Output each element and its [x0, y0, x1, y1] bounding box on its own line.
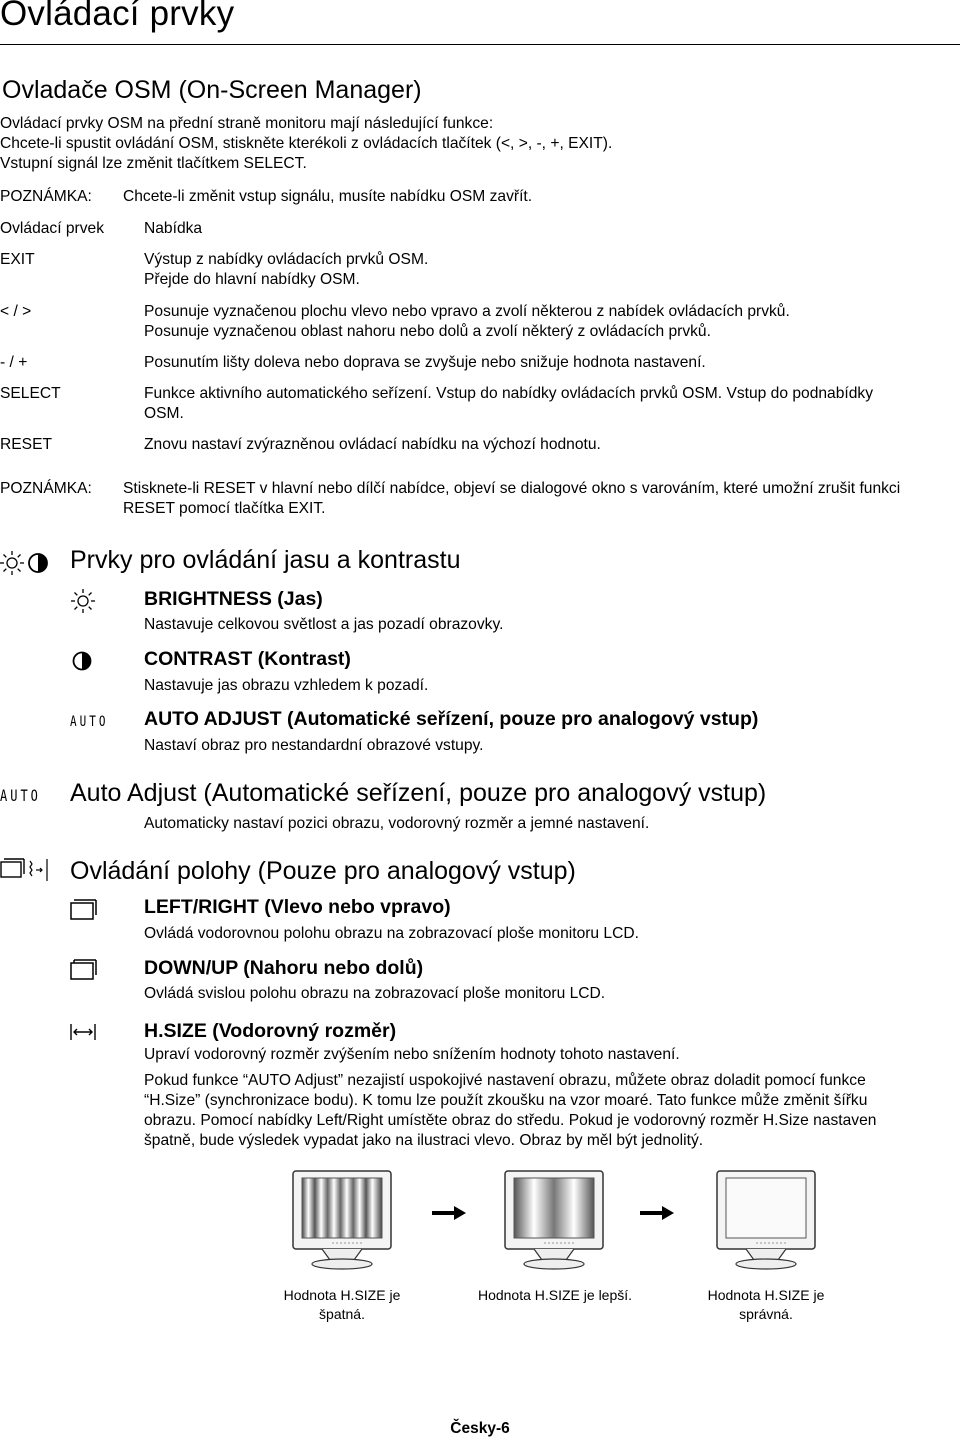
hsize-paragraph-line3: obrazu. Pomocí nabídky Left/Right umístěte obraz do středu. Pokud je vodorovný rozměr H.Size nastaven	[144, 1112, 877, 1129]
control-key-exit: EXIT	[0, 251, 35, 268]
control-key-arrows: < / >	[0, 303, 32, 320]
control-desc-select-2: OSM.	[144, 405, 184, 422]
column-header-menu: Nabídka	[144, 220, 203, 237]
monitor-illustration-better	[504, 1170, 604, 1270]
control-desc-select-1: Funkce aktivního automatického seřízení. Vstup do nabídky ovládacích prvků OSM. Vstup do podnabídky	[144, 385, 873, 402]
hsize-paragraph-line4: špatně, bude výsledek vypadat jako na ilustraci vlevo. Obraz by měl být jednolitý.	[144, 1132, 704, 1149]
control-desc-arrows-1: Posunuje vyznačenou plochu vlevo nebo vpravo a zvolí některou z nabídek ovládacích prvků.	[144, 303, 790, 320]
left-right-desc: Ovládá vodorovnou polohu obrazu na zobrazovací ploše monitoru LCD.	[144, 925, 639, 942]
hsize-icon	[70, 1022, 96, 1042]
hsize-paragraph-line1: Pokud funkce “AUTO Adjust” nezajistí uspokojivé nastavení obrazu, můžete obraz doladit pomocí funkce	[144, 1072, 866, 1089]
contrast-title: CONTRAST (Kontrast)	[144, 648, 351, 670]
contrast-icon	[29, 554, 47, 572]
brightness-contrast-heading: Prvky pro ovládání jasu a kontrastu	[70, 546, 461, 574]
sun-icon	[70, 588, 96, 614]
note1-text: Chcete-li změnit vstup signálu, musíte nabídku OSM zavřít.	[123, 188, 533, 205]
note2-line1: Stisknete-li RESET v hlavní nebo dílčí nabídce, objeví se dialogové okno s varováním, které umožní zrušit funkci	[123, 480, 901, 497]
caption-bad	[247, 1286, 437, 1324]
osm-intro-line2: Chcete-li spustit ovládání OSM, stiskněte kterékoli z ovládacích tlačítek (<, >, -, +, EXIT).	[0, 135, 613, 152]
note2-label: POZNÁMKA:	[0, 480, 92, 497]
page-footer: Česky-6	[450, 1420, 510, 1437]
brightness-title: BRIGHTNESS (Jas)	[144, 588, 323, 610]
control-key-select: SELECT	[0, 385, 61, 402]
left-right-icon	[70, 897, 98, 921]
auto-icon: AUTO	[70, 713, 109, 730]
brightness-contrast-heading-icons	[0, 548, 52, 578]
contrast-icon	[72, 651, 92, 671]
caption-correct-line1: Hodnota H.SIZE je	[707, 1287, 825, 1303]
auto-icon: AUTO	[0, 786, 41, 806]
hsize-title: H.SIZE (Vodorovný rozměr)	[144, 1020, 397, 1042]
arrow-right-icon	[640, 1205, 674, 1221]
control-desc-exit-2: Přejde do hlavní nabídky OSM.	[144, 271, 360, 288]
note2-line2: RESET pomocí tlačítka EXIT.	[123, 500, 326, 517]
contrast-desc: Nastavuje jas obrazu vzhledem k pozadí.	[144, 677, 429, 694]
control-desc-minus-plus: Posunutím lišty doleva nebo doprava se zvyšuje nebo snižuje hodnota nastavení.	[144, 354, 706, 371]
osm-heading: Ovladače OSM (On-Screen Manager)	[2, 76, 422, 104]
caption-bad-line2: špatná.	[319, 1306, 365, 1322]
column-header-control: Ovládací prvek	[0, 220, 105, 237]
control-key-reset: RESET	[0, 436, 52, 453]
down-up-title: DOWN/UP (Nahoru nebo dolů)	[144, 957, 424, 979]
position-heading-icons	[0, 856, 52, 884]
auto-section-heading: Auto Adjust (Automatické seřízení, pouze pro analogový vstup)	[70, 779, 767, 807]
control-desc-arrows-2: Posunuje vyznačenou oblast nahoru nebo dolů a zvolí některý z ovládacích prvků.	[144, 323, 711, 340]
note1-label: POZNÁMKA:	[0, 188, 92, 205]
osm-intro-line3: Vstupní signál lze změnit tlačítkem SELECT.	[0, 155, 307, 172]
control-desc-exit-1: Výstup z nabídky ovládacích prvků OSM.	[144, 251, 429, 268]
auto-adjust-desc: Nastaví obraz pro nestandardní obrazové vstupy.	[144, 737, 484, 754]
left-right-title: LEFT/RIGHT (Vlevo nebo vpravo)	[144, 896, 451, 918]
caption-correct-line2: správná.	[739, 1306, 793, 1322]
screen-position-icon	[1, 859, 24, 877]
control-key-minus-plus: - / +	[0, 354, 28, 371]
hsize-desc: Upraví vodorovný rozměr zvýšením nebo snížením hodnoty tohoto nastavení.	[144, 1046, 680, 1063]
down-up-desc: Ovládá svislou polohu obrazu na zobrazovací ploše monitoru LCD.	[144, 985, 606, 1002]
brightness-desc: Nastavuje celkovou světlost a jas pozadí obrazovky.	[144, 616, 504, 633]
auto-section-desc: Automaticky nastaví pozici obrazu, vodorovný rozměr a jemné nastavení.	[144, 815, 650, 832]
caption-better	[460, 1286, 650, 1305]
sun-icon	[0, 551, 24, 575]
pixel-icon	[30, 859, 47, 881]
monitor-illustration-bad	[292, 1170, 392, 1270]
down-up-icon	[70, 957, 98, 981]
caption-bad-line1: Hodnota H.SIZE je	[283, 1287, 401, 1303]
arrow-right-icon	[432, 1205, 466, 1221]
page-title: Ovládací prvky	[0, 0, 235, 33]
title-divider	[0, 44, 960, 45]
control-desc-reset: Znovu nastaví zvýrazněnou ovládací nabídku na výchozí hodnotu.	[144, 436, 601, 453]
caption-better-line1: Hodnota H.SIZE je lepší.	[477, 1287, 633, 1303]
monitor-illustration-correct	[716, 1170, 816, 1270]
caption-correct	[671, 1286, 861, 1324]
osm-intro-line1: Ovládací prvky OSM na přední straně monitoru mají následující funkce:	[0, 115, 494, 132]
position-heading: Ovládání polohy (Pouze pro analogový vstup)	[70, 857, 576, 885]
hsize-paragraph-line2: “H.Size” (synchronizace bodu). K tomu lze použít zkoušku na vzor moaré. Tato funkce může změnit šířku	[144, 1092, 868, 1109]
auto-adjust-title: AUTO ADJUST (Automatické seřízení, pouze pro analogový vstup)	[144, 708, 759, 730]
